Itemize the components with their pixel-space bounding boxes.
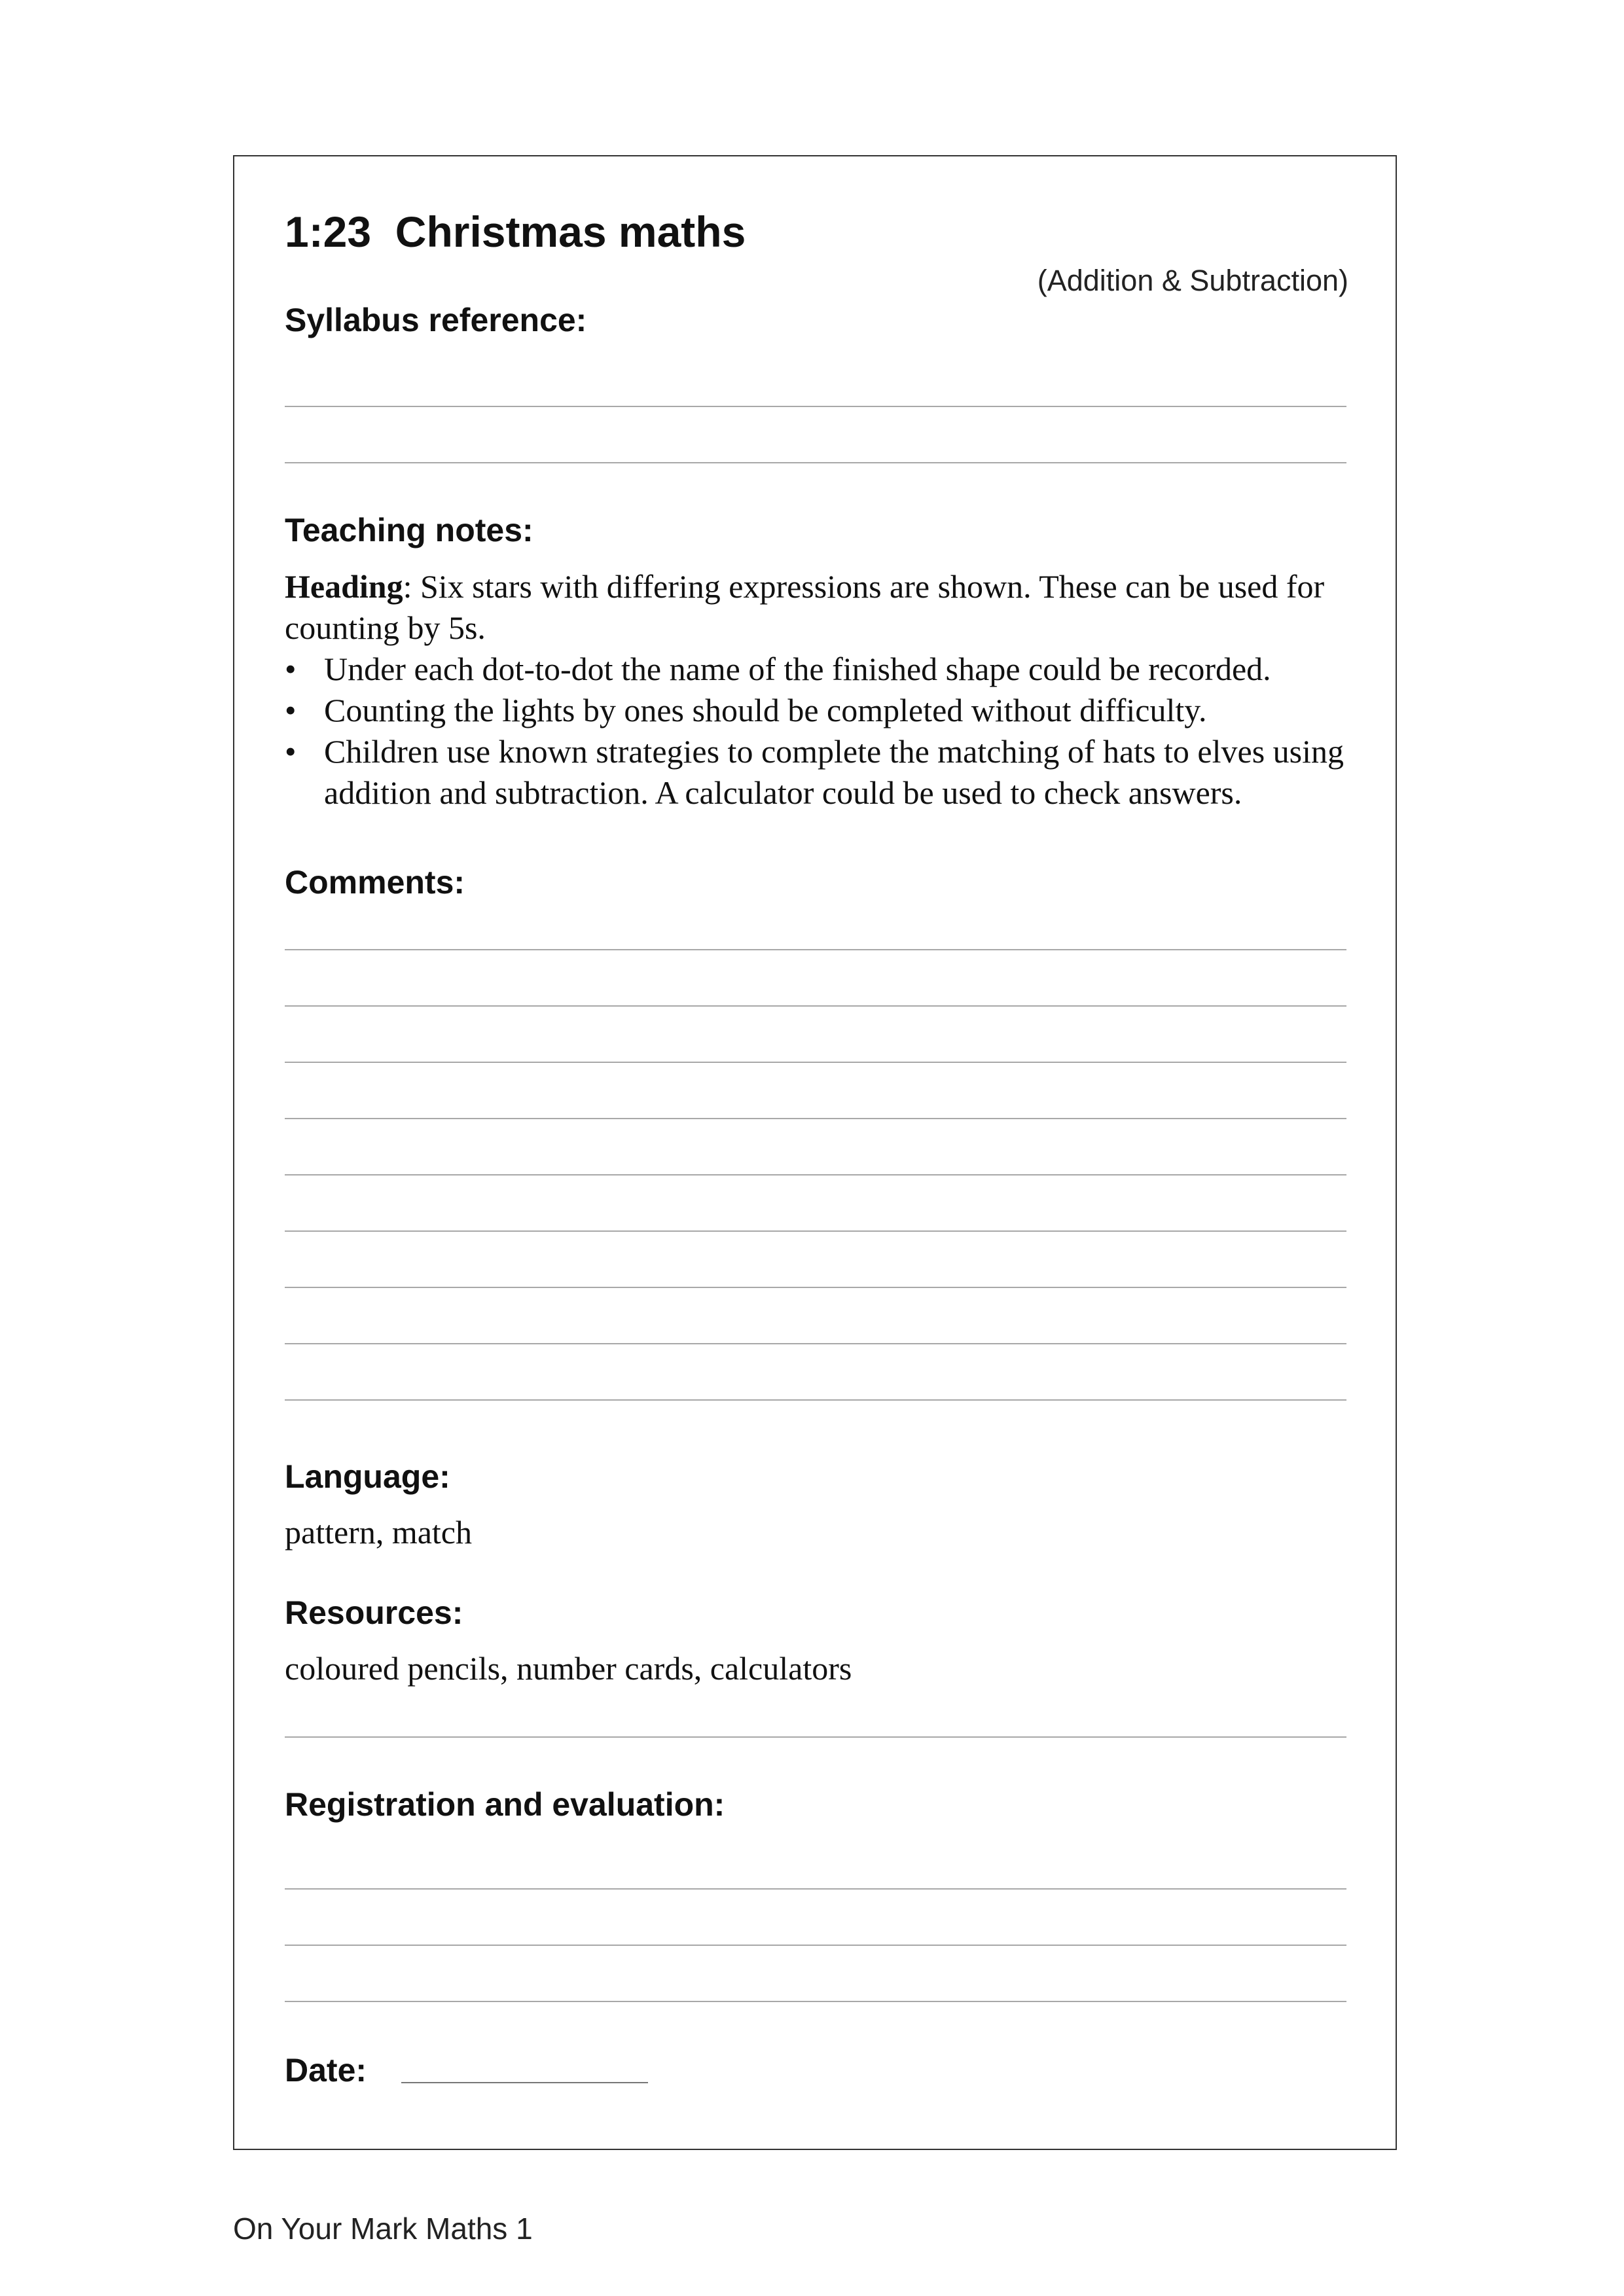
resources-text: coloured pencils, number cards, calculators bbox=[285, 1650, 852, 1687]
lesson-title: Christmas maths bbox=[395, 207, 746, 256]
comments-line[interactable] bbox=[285, 1230, 1346, 1232]
comments-line[interactable] bbox=[285, 1399, 1346, 1401]
comments-line[interactable] bbox=[285, 949, 1346, 950]
syllabus-line-1[interactable] bbox=[285, 406, 1346, 407]
language-heading: Language: bbox=[285, 1458, 450, 1495]
teaching-notes-body bbox=[285, 566, 1352, 814]
resources-heading: Resources: bbox=[285, 1594, 463, 1631]
syllabus-heading: Syllabus reference: bbox=[285, 302, 587, 338]
comments-heading: Comments: bbox=[285, 864, 465, 901]
resources-line[interactable] bbox=[285, 1736, 1346, 1738]
comments-line[interactable] bbox=[285, 1005, 1346, 1007]
topic-label: (Addition & Subtraction) bbox=[1037, 264, 1348, 297]
comments-line[interactable] bbox=[285, 1118, 1346, 1119]
teaching-notes-heading: Teaching notes: bbox=[285, 512, 533, 548]
page-title bbox=[285, 207, 746, 257]
lesson-number: 1:23 bbox=[285, 207, 372, 256]
date-field-line[interactable] bbox=[401, 2082, 648, 2083]
registration-heading: Registration and evaluation: bbox=[285, 1786, 725, 1823]
list-item: • Children use known strategies to complete the matching of hats to elves using addition and subtraction. A calculator could be used to check answers. bbox=[285, 731, 1352, 814]
heading-term: Heading bbox=[285, 568, 403, 605]
registration-line-3[interactable] bbox=[285, 2001, 1346, 2002]
registration-line-1[interactable] bbox=[285, 1888, 1346, 1890]
teaching-notes-list bbox=[285, 649, 1352, 814]
footer-text: On Your Mark Maths 1 bbox=[233, 2212, 533, 2246]
comments-line[interactable] bbox=[285, 1287, 1346, 1288]
comments-line[interactable] bbox=[285, 1343, 1346, 1344]
syllabus-line-2[interactable] bbox=[285, 462, 1346, 463]
language-text: pattern, match bbox=[285, 1514, 472, 1551]
comments-line[interactable] bbox=[285, 1062, 1346, 1063]
list-item: • Under each dot-to-dot the name of the finished shape could be recorded. bbox=[285, 649, 1352, 690]
registration-line-2[interactable] bbox=[285, 1945, 1346, 1946]
heading-description: : Six stars with differing expressions are shown. These can be used for counting by 5s. bbox=[285, 568, 1325, 646]
worksheet-frame bbox=[233, 155, 1397, 2150]
date-label: Date: bbox=[285, 2052, 367, 2089]
list-item: • Counting the lights by ones should be completed without difficulty. bbox=[285, 690, 1352, 731]
comments-line[interactable] bbox=[285, 1174, 1346, 1175]
teaching-notes-intro bbox=[285, 566, 1352, 649]
